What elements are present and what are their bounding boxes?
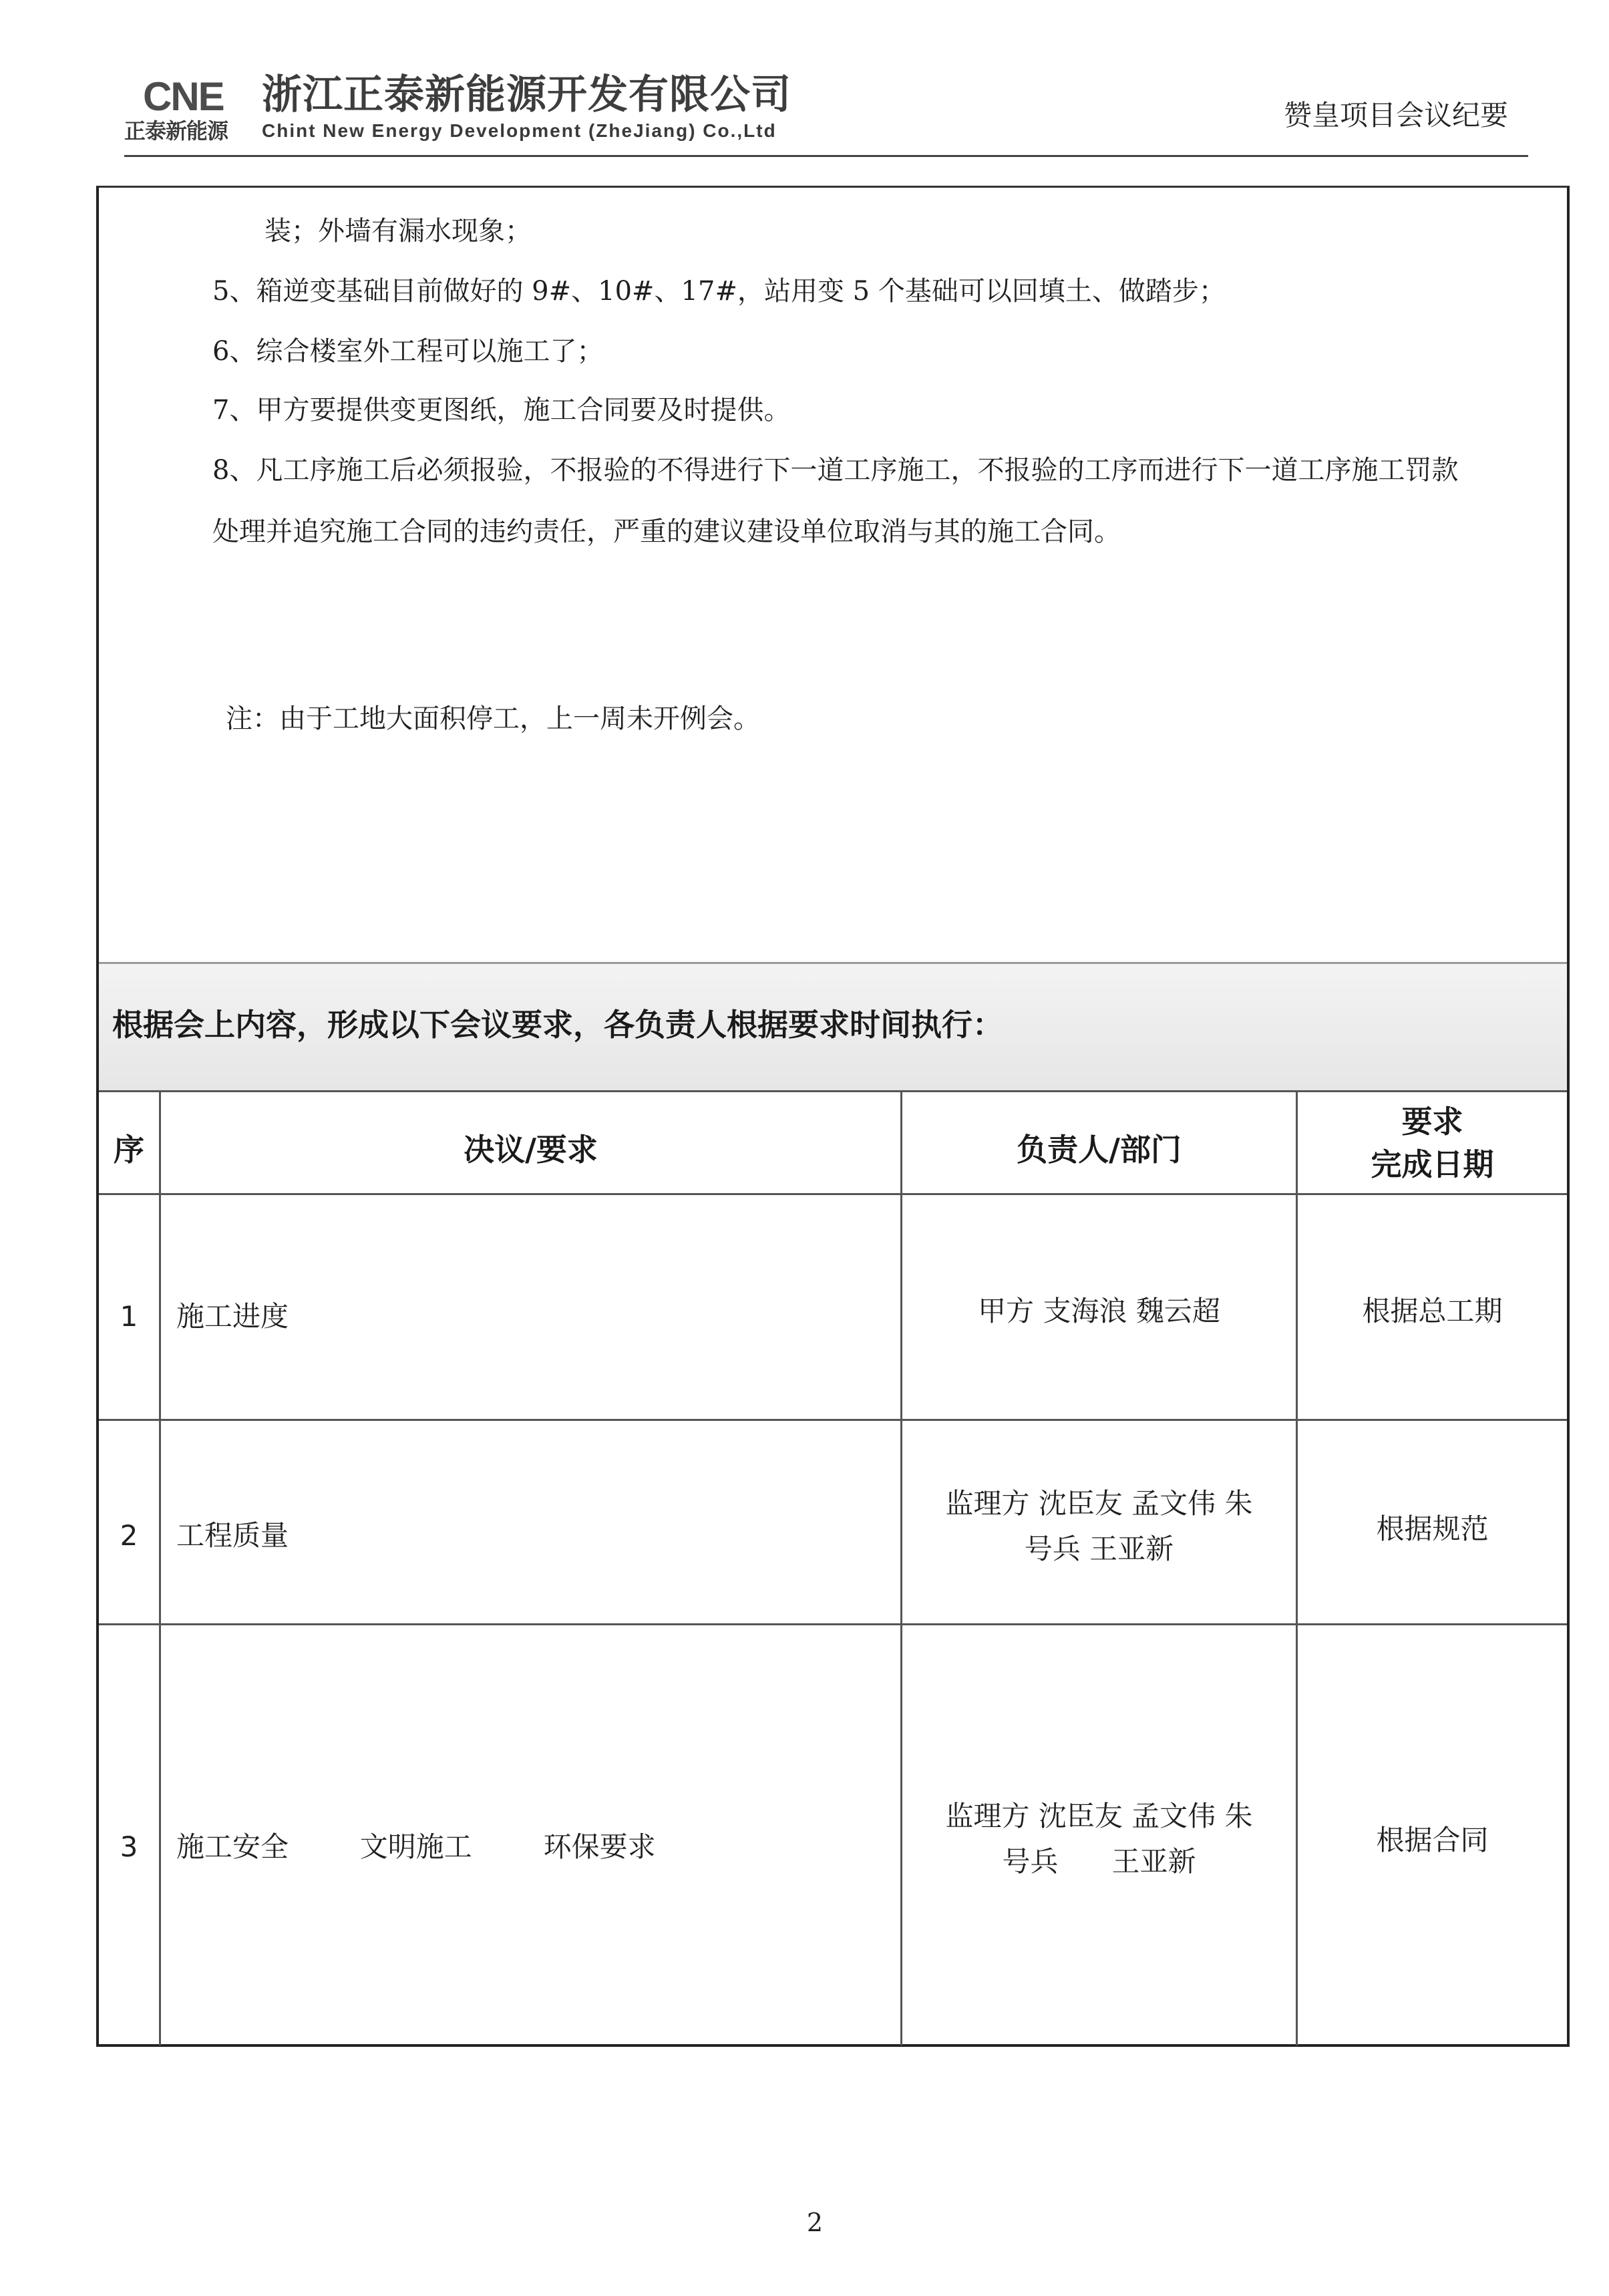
table-row-divider <box>99 1623 1567 1625</box>
table-column-divider <box>1296 1090 1298 2045</box>
header-divider <box>124 155 1528 157</box>
company-name-en: Chint New Energy Development (ZheJiang) Co.,Ltd <box>262 120 777 141</box>
table-row-3-requirement: 施工安全 文明施工 环保要求 <box>176 1830 656 1863</box>
body-line-6: 处理并追究施工合同的违约责任，严重的建议建设单位取消与其的施工合同。 <box>212 516 1121 547</box>
table-header-due-line2: 完成日期 <box>1371 1146 1494 1182</box>
body-note: 注：由于工地大面积停工，上一周未开例会。 <box>226 703 760 734</box>
body-line-4: 7、甲方要提供变更图纸，施工合同要及时提供。 <box>212 395 791 426</box>
table-row-3-seq: 3 <box>120 1830 138 1863</box>
table-row-1-due: 根据总工期 <box>1362 1295 1503 1327</box>
body-line-2: 5、箱逆变基础目前做好的 9#、10#、17#，站用变 5 个基础可以回填土、做踏步； <box>212 276 1226 307</box>
section-title: 根据会上内容，形成以下会议要求，各负责人根据要求时间执行： <box>112 1007 1003 1043</box>
body-line-1: 装；外墙有漏水现象； <box>264 216 532 247</box>
table-row-3-owner-line1: 监理方 沈臣友 孟文伟 朱 <box>945 1800 1253 1832</box>
document-title: 赞皇项目会议纪要 <box>1284 99 1509 132</box>
table-header-seq: 序 <box>114 1132 144 1168</box>
table-row-2-seq: 2 <box>120 1519 138 1552</box>
company-name-cn: 浙江正泰新能源开发有限公司 <box>262 71 791 118</box>
table-header-requirement: 决议/要求 <box>464 1132 598 1168</box>
table-header-owner: 负责人/部门 <box>1017 1132 1182 1168</box>
table-header-divider <box>99 1193 1567 1195</box>
page-number: 2 <box>806 2208 824 2237</box>
table-row-1-requirement: 施工进度 <box>176 1300 289 1333</box>
table-top-border <box>99 1090 1567 1092</box>
table-row-1-seq: 1 <box>120 1300 138 1333</box>
company-logo-subtext: 正泰新能源 <box>124 118 228 144</box>
table-row-3-owner-line2: 号兵 王亚新 <box>1002 1845 1196 1878</box>
table-column-divider <box>159 1090 161 2045</box>
table-row-2-requirement: 工程质量 <box>176 1519 289 1552</box>
table-row-2-owner-line1: 监理方 沈臣友 孟文伟 朱 <box>945 1487 1253 1520</box>
table-header-due-line1: 要求 <box>1401 1104 1463 1140</box>
body-line-3: 6、综合楼室外工程可以施工了； <box>212 336 604 367</box>
table-row-2-due: 根据规范 <box>1376 1512 1489 1545</box>
body-line-5: 8、凡工序施工后必须报验，不报验的不得进行下一道工序施工，不报验的工序而进行下一道工序施工罚款 <box>212 455 1459 486</box>
table-row-2-owner-line2: 号兵 王亚新 <box>1024 1532 1174 1565</box>
table-row-3-due: 根据合同 <box>1376 1824 1489 1856</box>
table-row-1-owner: 甲方 支海浪 魏云超 <box>978 1295 1220 1327</box>
company-logo: CNE <box>143 74 224 119</box>
table-row-divider <box>99 1419 1567 1421</box>
